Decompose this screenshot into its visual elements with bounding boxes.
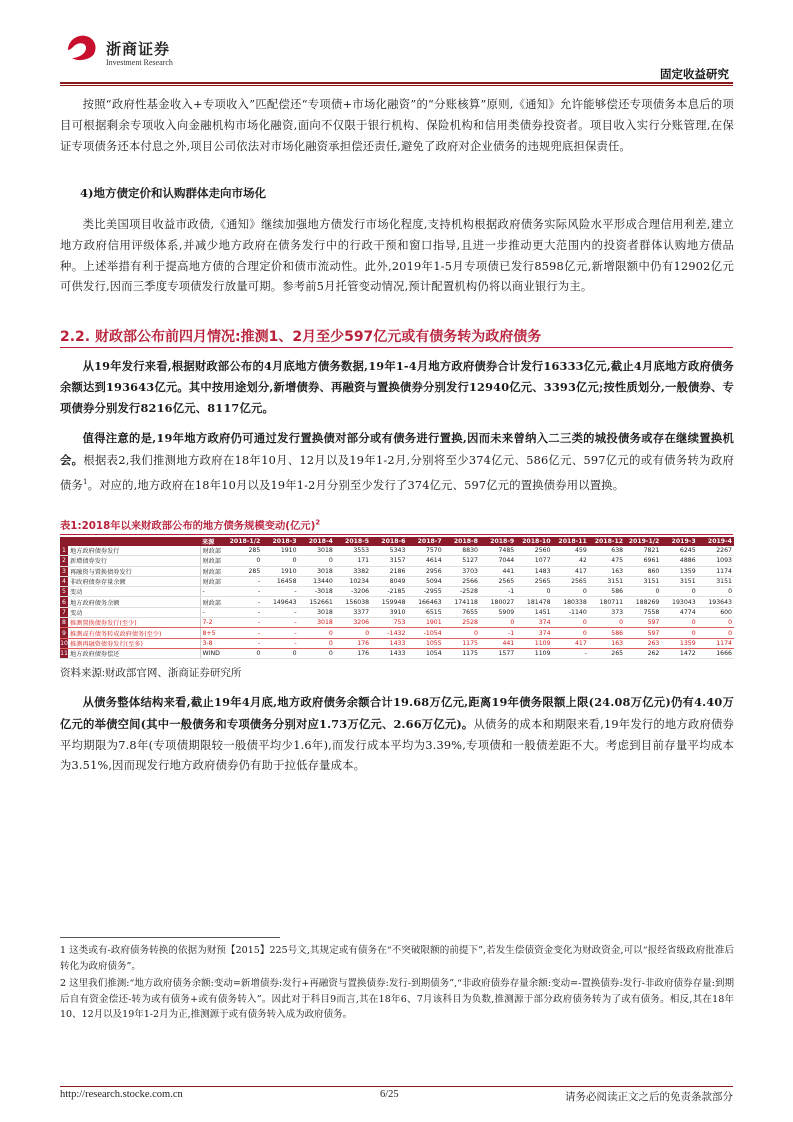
table-cell: 2956: [407, 566, 443, 576]
table-cell: 4774: [661, 607, 697, 617]
table-cell: 3151: [589, 576, 625, 586]
header-index-cell: [60, 537, 68, 546]
table-cell: 600: [698, 607, 734, 617]
table-row: [60, 556, 734, 566]
table-cell: 1055: [407, 638, 443, 648]
table-cell: 0: [698, 587, 734, 597]
row-label: 地方政府债券偿还: [68, 648, 200, 658]
table-cell: 7570: [407, 546, 443, 556]
table-cell: 1910: [262, 546, 298, 556]
table-cell: 0: [262, 648, 298, 658]
row-source: 财政部: [200, 546, 226, 556]
row-index: 5: [60, 587, 68, 597]
table-cell: 42: [553, 556, 589, 566]
row-index: 10: [60, 639, 68, 647]
table-cell: 1901: [407, 618, 443, 628]
footnote-ref-2[interactable]: 2: [315, 518, 321, 527]
row-index: 1: [60, 546, 68, 556]
table-cell: 1577: [480, 648, 516, 658]
column-header: 2018-3: [262, 537, 298, 546]
column-header: 2019-1/2: [625, 537, 661, 546]
table-cell: -1432: [371, 628, 407, 638]
table-title-text: 表1:2018年以来财政部公布的地方债务规模变动(亿元): [60, 520, 316, 532]
table-cell: 586: [589, 587, 625, 597]
table-cell: 0: [589, 618, 625, 628]
row-label: 推测置换债券发行(至少): [68, 618, 200, 628]
table-cell: 597: [625, 628, 661, 638]
table-cell: -: [226, 638, 262, 648]
table-cell: 0: [299, 556, 335, 566]
table-cell: 8830: [444, 546, 480, 556]
table-cell: 638: [589, 546, 625, 556]
table-cell: 0: [553, 628, 589, 638]
column-header: 2018-8: [444, 537, 480, 546]
table-cell: 6961: [625, 556, 661, 566]
brand-name: 浙商证券: [106, 40, 171, 58]
table-cell: 0: [698, 618, 734, 628]
row-source: -: [200, 607, 226, 617]
table-cell: 159948: [371, 597, 407, 607]
table-cell: 373: [589, 607, 625, 617]
footnote-ref-1[interactable]: 1: [83, 477, 88, 486]
table-cell: 475: [589, 556, 625, 566]
table-cell: 586: [589, 628, 625, 638]
table-cell: 0: [553, 587, 589, 597]
column-header: 2018-4: [299, 537, 335, 546]
row-source: 财政部: [200, 597, 226, 607]
footnote-divider: [60, 937, 280, 938]
table-cell: 1359: [661, 566, 697, 576]
table-row: [60, 638, 734, 648]
table-cell: -: [226, 618, 262, 628]
table-cell: 0: [625, 587, 661, 597]
paragraph-4-tail: 。对应的,地方政府在18年10月以及19年1-2月分别至少发行了374亿元、597亿元的置换债券用以置换。: [87, 478, 625, 492]
header-divider: [60, 82, 733, 84]
table-cell: 0: [226, 556, 262, 566]
table-cell: 4614: [407, 556, 443, 566]
table-cell: 3910: [371, 607, 407, 617]
paragraph-5-lead: 从债务整体结构来看,截止19年4月底,地方政府债务余额合计19.68万亿元,距离19年债务限额上限(24.08万亿元)仍有4.40万亿元的举债空间(其中一般债务和专项债务分别对应1.73万亿元、2.66万亿元)。: [60, 695, 734, 731]
table-body: [60, 546, 734, 659]
table-cell: -2528: [444, 587, 480, 597]
table-cell: 3151: [625, 576, 661, 586]
table-cell: 5094: [407, 576, 443, 586]
table-cell: 374: [516, 628, 552, 638]
column-header: 2018-9: [480, 537, 516, 546]
table-cell: 265: [589, 648, 625, 658]
table-cell: -1: [480, 628, 516, 638]
table-row: [60, 628, 734, 638]
table-cell: 2186: [371, 566, 407, 576]
table-cell: -: [262, 628, 298, 638]
table-cell: 1910: [262, 566, 298, 576]
table-cell: 6515: [407, 607, 443, 617]
header-divider-thin: [60, 85, 733, 86]
column-header: 2018-7: [407, 537, 443, 546]
table-cell: 3157: [371, 556, 407, 566]
table-cell: -: [553, 648, 589, 658]
table-cell: 8049: [371, 576, 407, 586]
table-cell: 263: [625, 638, 661, 648]
column-header: 2018-1/2: [226, 537, 262, 546]
row-index: 9: [60, 628, 68, 638]
table-cell: -2185: [371, 587, 407, 597]
table-cell: 180027: [480, 597, 516, 607]
row-label: 变动: [68, 587, 200, 597]
table-cell: 7821: [625, 546, 661, 556]
table-cell: 1472: [661, 648, 697, 658]
table-row: [60, 587, 734, 597]
table-cell: 3377: [335, 607, 371, 617]
table-cell: 860: [625, 566, 661, 576]
table-cell: 1433: [371, 648, 407, 658]
row-label: 非政府债券存量余额: [68, 576, 200, 586]
table-cell: 3151: [698, 576, 734, 586]
table-cell: 171: [335, 556, 371, 566]
row-source: 3-8: [200, 638, 226, 648]
table-cell: 3018: [299, 566, 335, 576]
row-source: 财政部: [200, 576, 226, 586]
row-source: -: [200, 587, 226, 597]
table-cell: 3018: [299, 607, 335, 617]
row-label: 地方政府债务余额: [68, 597, 200, 607]
table-cell: 0: [480, 618, 516, 628]
table-cell: 0: [698, 628, 734, 638]
table-cell: 262: [625, 648, 661, 658]
table-cell: 0: [516, 587, 552, 597]
table-cell: 1174: [698, 638, 734, 648]
row-source: 财政部: [200, 566, 226, 576]
table-cell: 0: [444, 628, 480, 638]
table-cell: 7558: [625, 607, 661, 617]
table-cell: -2955: [407, 587, 443, 597]
paragraph-4-lead: 值得注意的是,19年地方政府仍可通过发行置换债对部分或有债务进行置换,因而未来曾纳入二三类的城投债务或存在继续置换机会。: [60, 431, 734, 467]
table-cell: 0: [262, 556, 298, 566]
table-cell: 163: [589, 638, 625, 648]
row-index: 4: [60, 576, 68, 586]
table-cell: 2566: [444, 576, 480, 586]
brand-logo-icon: [64, 32, 100, 62]
table-cell: 10234: [335, 576, 371, 586]
table-cell: 1093: [698, 556, 734, 566]
table-cell: 174118: [444, 597, 480, 607]
table-cell: 441: [480, 638, 516, 648]
column-header: 2018-10: [516, 537, 552, 546]
paragraph-2: 类比美国项目收益市政债,《通知》继续加强地方债发行市场化程度,支持机构根据政府债务实际风险水平形成合理信用利差,建立地方政府信用评级体系,并减少地方政府在债务发行中的行政干预和窗口指导,且进一步推动更大范围内的投资者群体认购地方债品种。上述举措有利于提高地方债的合理定价和债市流动性。此外,2019年1-5月专项债已发行8598亿元,新增限额中仍有12902亿元可供发行,因而三季度专项债发行放量可期。参考前5月托管变动情况,预计配置机构仍将以商业银行为主。: [60, 218, 734, 294]
table-cell: -: [262, 587, 298, 597]
table-cell: 5127: [444, 556, 480, 566]
paragraph-4: [60, 428, 734, 496]
footnote-1: 1 这类或有-政府债务转换的依据为财预【2015】225号文,其规定或有债务在“不突破限额的前提下”,若发生偿债资金变化为财政资金,可以“报经省级政府批准后转化为政府债务”。: [60, 945, 734, 972]
table-row: [60, 546, 734, 556]
table-cell: -: [262, 607, 298, 617]
table-cell: 3382: [335, 566, 371, 576]
footnote-2: 2 这里我们推测:“地方政府债务余额:变动=新增债券:发行+再融资与置换债券:发行-到期债务”,“非政府债券存量余额:变动=-置换债券:发行-非政府债券存量:到期后自有资金偿还-转为或有债务+或有债务转入”。因此对于科目9而言,其在18年6、7月该科目为负数,推测源于部分政府债务转为了或有债务。相反,其在18年10、12月以及19年1-2月为正,推测源于或有债务转入成为政府债务。: [60, 978, 734, 1021]
table-cell: 417: [553, 566, 589, 576]
column-header: 2018-11: [553, 537, 589, 546]
debt-table: [60, 537, 734, 659]
table-cell: -1: [480, 587, 516, 597]
column-header: 2019-3: [661, 537, 697, 546]
table-row: [60, 597, 734, 607]
paragraph-1: 按照“政府性基金收入+专项收入”匹配偿还“专项债+市场化融资”的“分账核算”原则,《通知》允许能够偿还专项债务本息后的项目可根据剩余专项收入向金融机构市场化融资,面向不仅限于银行机构、保险机构和信用类债券投资者。项目收入实行分账管理,在保证专项债务还本付息之外,项目公司依法对市场化融资承担偿还责任,避免了政府对企业债务的违规兜底担保责任。: [60, 98, 734, 153]
table-cell: 2267: [698, 546, 734, 556]
section-heading-rule: [60, 347, 733, 348]
table-row: [60, 607, 734, 617]
table-cell: 2528: [444, 618, 480, 628]
table-cell: 156038: [335, 597, 371, 607]
row-source: 财政部: [200, 556, 226, 566]
section-heading: 2.2. 财政部公布前四月情况:推测1、2月至少597亿元或有债务转为政府债务: [60, 329, 542, 345]
column-header: 2018-5: [335, 537, 371, 546]
paragraph-4-body: 根据表2,我们推测地方政府在18年10月、12月以及19年1-2月,分别将至少374亿元、586亿元、597亿元的或有债务转为政府债务: [60, 453, 734, 492]
table-cell: 597: [625, 618, 661, 628]
row-index: 6: [60, 597, 68, 607]
row-source: WIND: [200, 648, 226, 658]
table-cell: -: [226, 597, 262, 607]
table-cell: 3206: [335, 618, 371, 628]
table-cell: 149643: [262, 597, 298, 607]
table-cell: 3018: [299, 546, 335, 556]
table-cell: 7485: [480, 546, 516, 556]
table-cell: 152661: [299, 597, 335, 607]
row-index: 7: [60, 607, 68, 617]
table-cell: 3703: [444, 566, 480, 576]
table-cell: -: [262, 638, 298, 648]
row-source: 8+5: [200, 628, 226, 638]
row-label: 新增债券发行: [68, 556, 200, 566]
table-cell: 1109: [516, 638, 552, 648]
table-cell: -: [262, 618, 298, 628]
table-cell: 1175: [444, 638, 480, 648]
table-cell: 2565: [553, 576, 589, 586]
table-cell: -: [226, 587, 262, 597]
table-cell: 417: [553, 638, 589, 648]
table-cell: -3206: [335, 587, 371, 597]
table-cell: 1483: [516, 566, 552, 576]
row-index: 3: [60, 566, 68, 576]
row-index: 8: [60, 618, 68, 628]
paragraph-5-body: 从债务的成本和期限来看,19年发行的地方政府债券平均期限为7.8年(专项债期限较一般债平均少1.6年),而发行成本平均为3.39%,专项债和一般债差距不大。考虑到目前存量平均成本为3.51%,因而现发行地方政府债券仍有助于拉低存量成本。: [60, 717, 734, 773]
table-row: [60, 648, 734, 658]
table-cell: 193643: [698, 597, 734, 607]
table-cell: 0: [299, 638, 335, 648]
brand-english: Investment Research: [106, 58, 173, 67]
table-cell: 5909: [480, 607, 516, 617]
row-label: 再融资与置换债券发行: [68, 566, 200, 576]
footer-disclaimer: 请务必阅读正文之后的免责条款部分: [565, 1092, 733, 1103]
footer-divider: [60, 1086, 733, 1087]
column-header: 2019-4: [698, 537, 734, 546]
footer-url[interactable]: http://research.stocke.com.cn: [60, 1089, 183, 1100]
table-cell: 4886: [661, 556, 697, 566]
table-row: [60, 618, 734, 628]
table-cell: 166463: [407, 597, 443, 607]
table-cell: 7655: [444, 607, 480, 617]
table-cell: 7044: [480, 556, 516, 566]
paragraph-5: [60, 692, 734, 777]
table-cell: 3553: [335, 546, 371, 556]
table-cell: 0: [299, 648, 335, 658]
row-label: 地方政府债券发行: [68, 546, 200, 556]
table-cell: 176: [335, 648, 371, 658]
table-cell: 1109: [516, 648, 552, 658]
table-cell: 1054: [407, 648, 443, 658]
table-cell: 0: [661, 618, 697, 628]
table-cell: 3018: [299, 618, 335, 628]
row-index: 11: [60, 650, 68, 658]
table-cell: 459: [553, 546, 589, 556]
table-title-rule: [60, 534, 733, 535]
table-cell: -: [226, 607, 262, 617]
table-cell: 0: [661, 628, 697, 638]
table-cell: -: [226, 628, 262, 638]
table-cell: -1054: [407, 628, 443, 638]
row-label: 推测再融资债券发行(至多): [68, 638, 200, 648]
table-cell: 1666: [698, 648, 734, 658]
table-cell: 6245: [661, 546, 697, 556]
table-cell: 0: [661, 587, 697, 597]
table-cell: 193043: [661, 597, 697, 607]
column-header: 来源: [200, 537, 226, 546]
table-cell: 753: [371, 618, 407, 628]
table-cell: 181478: [516, 597, 552, 607]
table-cell: 180338: [553, 597, 589, 607]
table-cell: 441: [480, 566, 516, 576]
table-cell: 1359: [661, 638, 697, 648]
table-cell: 285: [226, 566, 262, 576]
table-cell: -: [226, 576, 262, 586]
table-cell: 1077: [516, 556, 552, 566]
table-cell: 2565: [516, 576, 552, 586]
column-header: 2018-6: [371, 537, 407, 546]
paragraph-3: 从19年发行来看,根据财政部公布的4月底地方债务数据,19年1-4月地方政府债券合计发行16333亿元,截止4月底地方政府债务余额达到193643亿元。其中按用途划分,新增债券、再融资与置换债券分别发行12940亿元、3393亿元;按性质划分,一般债券、专项债券分别发行8216亿元、8117亿元。: [60, 359, 734, 415]
row-label: 推测或有债务转成政府债务(至少): [68, 628, 200, 638]
table-title: [60, 517, 320, 532]
page-number: 6/25: [380, 1089, 399, 1100]
table-cell: 1174: [698, 566, 734, 576]
table-cell: 0: [299, 628, 335, 638]
table-cell: 0: [226, 648, 262, 658]
header-name-cell: [68, 537, 200, 546]
table-cell: 1451: [516, 607, 552, 617]
row-label: 变动: [68, 607, 200, 617]
table-row: [60, 576, 734, 586]
subheading-4: 4)地方债定价和认购群体走向市场化: [80, 186, 266, 200]
table-cell: 0: [553, 618, 589, 628]
table-source: 资料来源:财政部官网、浙商证券研究所: [60, 668, 242, 679]
table-cell: 2560: [516, 546, 552, 556]
table-cell: -3018: [299, 587, 335, 597]
table-cell: 5343: [371, 546, 407, 556]
table-cell: 16458: [262, 576, 298, 586]
section-tag: 固定收益研究: [660, 67, 729, 81]
table-cell: 13440: [299, 576, 335, 586]
table-cell: 374: [516, 618, 552, 628]
table-cell: -1140: [553, 607, 589, 617]
table-cell: 2565: [480, 576, 516, 586]
table-cell: 188269: [625, 597, 661, 607]
table-cell: 0: [335, 628, 371, 638]
column-header: 2018-12: [589, 537, 625, 546]
row-index: 2: [60, 556, 68, 566]
row-source: 7-2: [200, 618, 226, 628]
table-cell: 180711: [589, 597, 625, 607]
table-row: [60, 566, 734, 576]
table-cell: 163: [589, 566, 625, 576]
table-cell: 3151: [661, 576, 697, 586]
table-cell: 1175: [444, 648, 480, 658]
table-cell: 176: [335, 638, 371, 648]
table-cell: 1433: [371, 638, 407, 648]
table-header-row: [60, 537, 734, 546]
table-cell: 285: [226, 546, 262, 556]
